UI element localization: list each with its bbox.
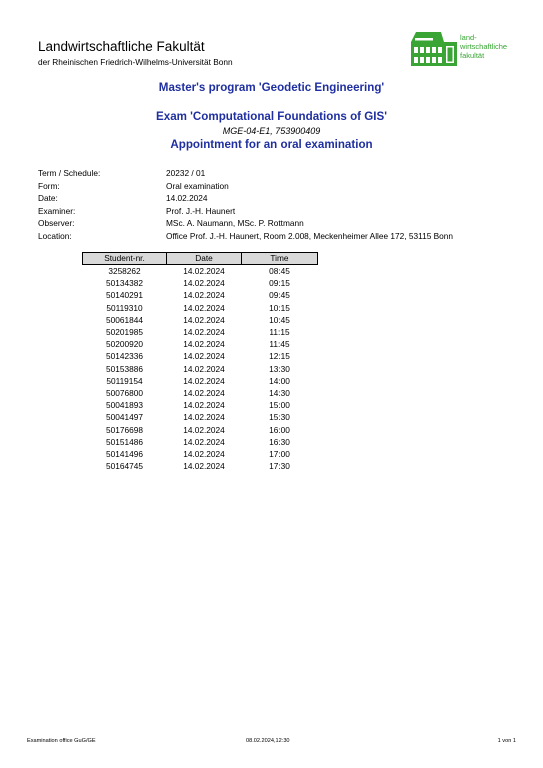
schedule-table [82, 252, 318, 472]
info-label: Examiner: [38, 205, 76, 216]
table-row [83, 338, 318, 350]
time-cell: 16:30 [269, 436, 290, 447]
student-nr-cell: 50200920 [106, 339, 143, 350]
time-cell: 17:00 [269, 449, 290, 460]
table-row [83, 314, 318, 326]
date-cell: 14.02.2024 [183, 400, 225, 411]
table-row [83, 399, 318, 411]
date-cell: 14.02.2024 [183, 363, 225, 374]
exam-info [38, 167, 453, 243]
university-subtitle: der Rheinischen Friedrich-Wilhelms-Universität Bonn [38, 57, 233, 67]
info-label: Date: [38, 193, 58, 204]
student-nr-cell: 50076800 [106, 388, 143, 399]
logo-text-line: fakultät [460, 51, 485, 60]
logo-text-line: land- [460, 33, 477, 42]
date-cell: 14.02.2024 [183, 290, 225, 301]
student-nr-cell: 50134382 [106, 278, 143, 289]
exam-heading: Exam 'Computational Foundations of GIS' [156, 110, 387, 123]
info-label: Term / Schedule: [38, 168, 101, 178]
date-cell: 14.02.2024 [183, 449, 225, 460]
farm-building-icon [411, 28, 457, 66]
table-row [83, 289, 318, 301]
student-nr-cell: 50061844 [106, 314, 143, 325]
info-row-term [38, 167, 453, 180]
info-value: MSc. A. Naumann, MSc. P. Rottmann [166, 218, 304, 229]
student-nr-cell: 50176698 [106, 424, 143, 435]
time-cell: 11:45 [269, 339, 290, 350]
info-value: Prof. J.-H. Haunert [166, 205, 236, 216]
date-cell: 14.02.2024 [183, 339, 225, 350]
table-row [83, 363, 318, 375]
logo-text-line: wirtschaftliche [460, 42, 508, 51]
info-row-location [38, 230, 453, 243]
exam-code: MGE-04-E1, 753900409 [222, 126, 321, 136]
date-cell: 14.02.2024 [183, 436, 225, 447]
time-cell: 14:00 [269, 375, 290, 386]
date-cell: 14.02.2024 [183, 278, 225, 289]
student-nr-cell: 50119310 [106, 302, 143, 313]
footer-office: Examination office GuG/GE [27, 738, 96, 744]
time-cell: 10:45 [269, 314, 290, 325]
table-row [83, 302, 318, 314]
student-nr-cell: 50119154 [106, 375, 143, 386]
table-row [83, 460, 318, 472]
student-nr-cell: 50151486 [106, 436, 143, 447]
date-cell: 14.02.2024 [183, 461, 225, 472]
info-row-date [38, 192, 453, 205]
date-cell: 14.02.2024 [183, 424, 225, 435]
faculty-title: Landwirtschaftliche Fakultät [38, 39, 205, 54]
date-cell: 14.02.2024 [183, 327, 225, 338]
table-row [83, 448, 318, 460]
table-row [83, 387, 318, 399]
student-nr-cell: 50041497 [106, 412, 143, 423]
footer-printed-date: 08.02.2024,12:30 [246, 738, 290, 744]
time-cell: 13:30 [269, 363, 290, 374]
time-cell: 15:00 [269, 400, 290, 411]
date-cell: 14.02.2024 [183, 302, 225, 313]
table-row [83, 375, 318, 387]
time-cell: 09:15 [269, 278, 290, 289]
student-nr-cell: 50201985 [106, 327, 143, 338]
date-cell: 14.02.2024 [183, 351, 225, 362]
time-cell: 17:30 [269, 461, 290, 472]
student-nr-cell: 50141496 [106, 449, 143, 460]
appointment-heading: Appointment for an oral examination [170, 138, 373, 151]
faculty-logo [411, 26, 515, 68]
time-cell: 09:45 [269, 290, 290, 301]
date-cell: 14.02.2024 [183, 388, 225, 399]
time-cell: 08:45 [269, 266, 290, 276]
info-value: Oral examination [166, 180, 229, 191]
info-row-examiner [38, 205, 453, 218]
time-cell: 11:15 [269, 327, 290, 338]
time-cell: 10:15 [269, 302, 290, 313]
time-cell: 15:30 [269, 412, 290, 423]
info-label: Location: [38, 230, 72, 241]
info-value: 20232 / 01 [166, 168, 206, 178]
table-row [83, 350, 318, 362]
footer-page-number: 1 von 1 [497, 738, 516, 744]
student-nr-cell: 3258262 [108, 266, 141, 276]
date-cell: 14.02.2024 [183, 412, 225, 423]
student-nr-cell: 50164745 [106, 461, 143, 472]
time-cell: 16:00 [269, 424, 290, 435]
table-row [83, 436, 318, 448]
table-row [83, 265, 318, 278]
student-nr-cell: 50142336 [106, 351, 143, 362]
info-value: Office Prof. J.-H. Haunert, Room 2.008, Meckenheimer Allee 172, 53115 Bonn [166, 230, 454, 241]
info-label: Form: [38, 180, 60, 191]
program-heading: Master's program 'Geodetic Engineering' [158, 81, 385, 94]
date-cell: 14.02.2024 [183, 314, 225, 325]
student-nr-cell: 50140291 [106, 290, 143, 301]
table-row [83, 326, 318, 338]
column-header-student-nr: Student-nr. [83, 253, 167, 265]
student-nr-cell: 50041893 [106, 400, 143, 411]
info-row-form [38, 180, 453, 193]
date-cell: 14.02.2024 [183, 375, 225, 386]
column-header-time: Time [242, 253, 318, 265]
table-row [83, 277, 318, 289]
table-row [83, 424, 318, 436]
info-value: 14.02.2024 [166, 193, 208, 204]
logo-text [460, 33, 507, 60]
date-cell: 14.02.2024 [183, 266, 225, 276]
column-header-date: Date [167, 253, 242, 265]
table-row [83, 411, 318, 423]
time-cell: 12:15 [269, 351, 290, 362]
table-header-row [83, 253, 318, 265]
info-row-observer [38, 217, 453, 230]
student-nr-cell: 50153886 [106, 363, 143, 374]
time-cell: 14:30 [269, 388, 290, 399]
info-label: Observer: [38, 218, 75, 229]
